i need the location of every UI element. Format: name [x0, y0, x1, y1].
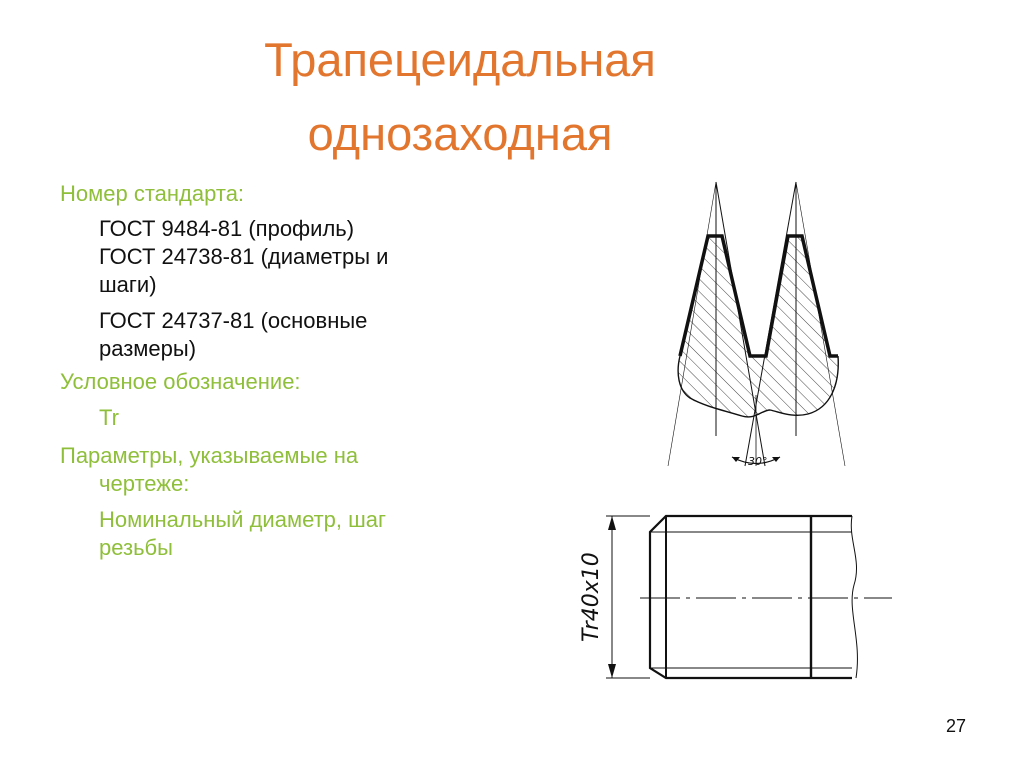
standard-item-3: ГОСТ 24737-81 (основные	[99, 308, 368, 333]
shaft-break-line	[851, 516, 857, 678]
designation-value: Tr	[99, 405, 119, 430]
params-heading-line-1: Параметры, указываемые на	[60, 443, 359, 468]
standard-heading: Номер стандарта:	[60, 181, 245, 206]
angle-label: 30°	[748, 455, 768, 468]
shaft-outer-contour	[650, 516, 852, 678]
standard-item-2: ГОСТ 24738-81 (диаметры и	[99, 244, 389, 269]
standard-item-2-cont: шаги)	[99, 272, 157, 297]
standard-item-3-cont: размеры)	[99, 336, 197, 361]
page-number: 27	[945, 716, 966, 736]
thread-designation-label: Tr40x10	[579, 552, 604, 642]
params-value-line-2: резьбы	[99, 535, 173, 560]
slide-title-line-2: однозаходная	[307, 107, 613, 160]
designation-heading: Условное обозначение:	[60, 369, 301, 394]
params-heading-line-2: чертеже:	[99, 471, 190, 496]
standard-item-1: ГОСТ 9484-81 (профиль)	[99, 216, 355, 241]
slide-title-line-1: Трапецеидальная	[264, 33, 656, 86]
params-value-line-1: Номинальный диаметр, шаг	[99, 507, 387, 532]
thread-profile-drawing	[668, 182, 845, 468]
threaded-shaft-drawing	[579, 516, 892, 678]
